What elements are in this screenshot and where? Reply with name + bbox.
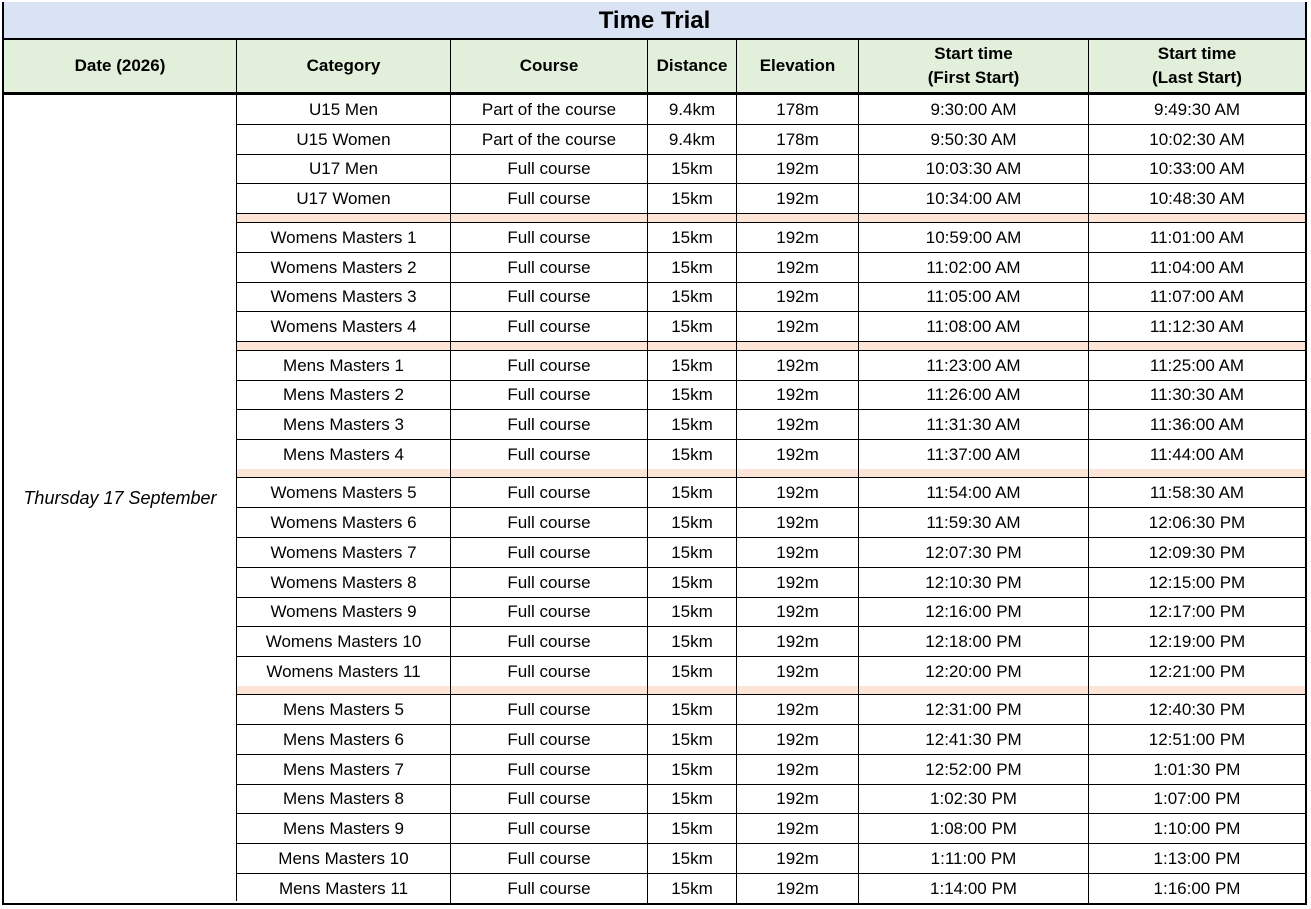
table-row <box>237 538 1305 568</box>
cell-elevation: 192m <box>737 440 859 470</box>
cell-category: Womens Masters 8 <box>237 568 451 598</box>
table-row <box>237 725 1305 755</box>
separator-divider <box>450 214 451 222</box>
separator-divider <box>1088 686 1089 694</box>
table-title: Time Trial <box>4 2 1305 40</box>
separator-divider <box>1088 469 1089 477</box>
header-last-start-line2: (Last Start) <box>1152 68 1242 87</box>
header-elevation <box>737 40 859 95</box>
cell-elevation: 192m <box>737 223 859 253</box>
table-row <box>237 380 1305 410</box>
header-date <box>4 40 237 95</box>
cell-elevation: 192m <box>737 154 859 184</box>
cell-last-start: 1:10:00 PM <box>1089 814 1305 844</box>
table-row <box>237 253 1305 283</box>
cell-course: Full course <box>451 844 648 874</box>
cell-last-start: 11:30:30 AM <box>1089 380 1305 410</box>
cell-elevation: 192m <box>737 351 859 381</box>
cell-first-start: 11:31:30 AM <box>859 410 1089 440</box>
cell-category: Womens Masters 3 <box>237 282 451 312</box>
table-row <box>237 784 1305 814</box>
cell-distance: 15km <box>648 312 737 342</box>
cell-category: Womens Masters 5 <box>237 478 451 508</box>
cell-category: Womens Masters 2 <box>237 253 451 283</box>
cell-last-start: 10:48:30 AM <box>1089 184 1305 214</box>
cell-course: Full course <box>451 814 648 844</box>
cell-category: Womens Masters 1 <box>237 223 451 253</box>
cell-distance: 15km <box>648 154 737 184</box>
separator-divider <box>736 686 737 694</box>
cell-last-start: 1:13:00 PM <box>1089 844 1305 874</box>
cell-first-start: 12:07:30 PM <box>859 538 1089 568</box>
cell-distance: 15km <box>648 282 737 312</box>
cell-elevation: 192m <box>737 184 859 214</box>
cell-distance: 15km <box>648 223 737 253</box>
cell-category: U15 Men <box>237 95 451 125</box>
cell-elevation: 192m <box>737 874 859 904</box>
cell-last-start: 11:58:30 AM <box>1089 478 1305 508</box>
cell-category: Mens Masters 9 <box>237 814 451 844</box>
cell-first-start: 11:59:30 AM <box>859 508 1089 538</box>
cell-category: Womens Masters 9 <box>237 597 451 627</box>
cell-last-start: 12:51:00 PM <box>1089 725 1305 755</box>
cell-first-start: 11:54:00 AM <box>859 478 1089 508</box>
cell-category: Mens Masters 6 <box>237 725 451 755</box>
header-first-start-line1: Start time <box>934 44 1013 63</box>
cell-distance: 15km <box>648 725 737 755</box>
separator-divider <box>647 469 648 477</box>
cell-category: Mens Masters 2 <box>237 380 451 410</box>
cell-last-start: 9:49:30 AM <box>1089 95 1305 125</box>
cell-category: Womens Masters 4 <box>237 312 451 342</box>
table-row <box>237 478 1305 508</box>
cell-elevation: 192m <box>737 478 859 508</box>
cell-elevation: 192m <box>737 657 859 687</box>
cell-last-start: 12:40:30 PM <box>1089 695 1305 725</box>
header-category <box>237 40 451 95</box>
cell-first-start: 12:16:00 PM <box>859 597 1089 627</box>
cell-elevation: 192m <box>737 784 859 814</box>
cell-elevation: 192m <box>737 312 859 342</box>
cell-course: Full course <box>451 380 648 410</box>
cell-first-start: 9:50:30 AM <box>859 125 1089 155</box>
cell-elevation: 192m <box>737 538 859 568</box>
cell-distance: 15km <box>648 814 737 844</box>
cell-last-start: 10:33:00 AM <box>1089 154 1305 184</box>
cell-elevation: 178m <box>737 125 859 155</box>
separator-divider <box>1088 342 1089 350</box>
cell-elevation: 192m <box>737 282 859 312</box>
cell-distance: 15km <box>648 351 737 381</box>
cell-category: U17 Men <box>237 154 451 184</box>
date-label: Thursday 17 September <box>23 487 217 508</box>
cell-course: Full course <box>451 657 648 687</box>
cell-category: Mens Masters 4 <box>237 440 451 470</box>
cell-last-start: 12:17:00 PM <box>1089 597 1305 627</box>
cell-course: Full course <box>451 508 648 538</box>
separator-divider <box>647 342 648 350</box>
header-first-start-line2: (First Start) <box>927 68 1020 87</box>
separator-divider <box>736 469 737 477</box>
cell-elevation: 192m <box>737 253 859 283</box>
cell-elevation: 192m <box>737 627 859 657</box>
cell-first-start: 11:05:00 AM <box>859 282 1089 312</box>
cell-course: Full course <box>451 568 648 598</box>
separator-divider <box>647 686 648 694</box>
cell-category: Mens Masters 11 <box>237 874 451 904</box>
table-row <box>237 627 1305 657</box>
table-row <box>237 695 1305 725</box>
cell-last-start: 1:07:00 PM <box>1089 784 1305 814</box>
cell-category: U15 Women <box>237 125 451 155</box>
cell-last-start: 11:12:30 AM <box>1089 312 1305 342</box>
cell-category: Mens Masters 5 <box>237 695 451 725</box>
cell-elevation: 192m <box>737 380 859 410</box>
separator-divider <box>736 342 737 350</box>
table-row <box>237 755 1305 785</box>
cell-category: Womens Masters 7 <box>237 538 451 568</box>
cell-distance: 15km <box>648 755 737 785</box>
group-separator <box>237 214 1305 223</box>
cell-course: Full course <box>451 410 648 440</box>
cell-last-start: 11:07:00 AM <box>1089 282 1305 312</box>
cell-elevation: 192m <box>737 597 859 627</box>
cell-course: Full course <box>451 538 648 568</box>
cell-last-start: 12:19:00 PM <box>1089 627 1305 657</box>
cell-distance: 15km <box>648 538 737 568</box>
cell-category: Mens Masters 7 <box>237 755 451 785</box>
cell-last-start: 11:01:00 AM <box>1089 223 1305 253</box>
cell-distance: 15km <box>648 657 737 687</box>
cell-course: Full course <box>451 351 648 381</box>
cell-first-start: 9:30:00 AM <box>859 95 1089 125</box>
cell-category: Womens Masters 6 <box>237 508 451 538</box>
header-category-label: Category <box>306 56 381 75</box>
cell-first-start: 12:20:00 PM <box>859 657 1089 687</box>
cell-category: Womens Masters 11 <box>237 657 451 687</box>
table-row <box>237 568 1305 598</box>
cell-course: Full course <box>451 478 648 508</box>
cell-course: Full course <box>451 627 648 657</box>
cell-distance: 15km <box>648 184 737 214</box>
header-distance <box>648 40 737 95</box>
table-row <box>237 657 1305 687</box>
cell-first-start: 11:26:00 AM <box>859 380 1089 410</box>
date-cell <box>4 95 237 901</box>
cell-last-start: 12:06:30 PM <box>1089 508 1305 538</box>
cell-elevation: 192m <box>737 844 859 874</box>
cell-last-start: 10:02:30 AM <box>1089 125 1305 155</box>
cell-distance: 15km <box>648 568 737 598</box>
cell-first-start: 11:37:00 AM <box>859 440 1089 470</box>
cell-first-start: 12:41:30 PM <box>859 725 1089 755</box>
cell-first-start: 1:08:00 PM <box>859 814 1089 844</box>
cell-elevation: 178m <box>737 95 859 125</box>
cell-elevation: 192m <box>737 568 859 598</box>
table-row <box>237 282 1305 312</box>
cell-first-start: 11:23:00 AM <box>859 351 1089 381</box>
separator-divider <box>450 469 451 477</box>
table-row <box>237 844 1305 874</box>
cell-first-start: 10:34:00 AM <box>859 184 1089 214</box>
cell-last-start: 11:44:00 AM <box>1089 440 1305 470</box>
header-distance-label: Distance <box>656 56 728 75</box>
cell-elevation: 192m <box>737 410 859 440</box>
cell-elevation: 192m <box>737 695 859 725</box>
separator-divider <box>858 686 859 694</box>
table-row <box>237 597 1305 627</box>
cell-first-start: 10:03:30 AM <box>859 154 1089 184</box>
header-first-start <box>859 40 1089 95</box>
cell-first-start: 1:02:30 PM <box>859 784 1089 814</box>
cell-elevation: 192m <box>737 814 859 844</box>
cell-category: U17 Women <box>237 184 451 214</box>
cell-distance: 15km <box>648 478 737 508</box>
cell-distance: 15km <box>648 440 737 470</box>
cell-distance: 15km <box>648 627 737 657</box>
cell-distance: 15km <box>648 597 737 627</box>
group-separator <box>237 342 1305 351</box>
cell-last-start: 1:16:00 PM <box>1089 874 1305 904</box>
cell-course: Part of the course <box>451 95 648 125</box>
table-row <box>237 312 1305 342</box>
separator-divider <box>647 214 648 222</box>
table-row <box>237 154 1305 184</box>
cell-last-start: 12:15:00 PM <box>1089 568 1305 598</box>
cell-elevation: 192m <box>737 508 859 538</box>
cell-course: Full course <box>451 223 648 253</box>
header-last-start <box>1089 40 1305 95</box>
cell-course: Full course <box>451 597 648 627</box>
header-date-label: Date (2026) <box>74 56 166 75</box>
group-separator <box>237 469 1305 478</box>
header-course-label: Course <box>519 56 579 75</box>
cell-distance: 15km <box>648 844 737 874</box>
header-course <box>451 40 648 95</box>
cell-course: Full course <box>451 253 648 283</box>
table-row <box>237 440 1305 470</box>
cell-first-start: 12:52:00 PM <box>859 755 1089 785</box>
cell-category: Mens Masters 1 <box>237 351 451 381</box>
cell-course: Full course <box>451 874 648 904</box>
separator-divider <box>858 342 859 350</box>
cell-distance: 15km <box>648 508 737 538</box>
cell-first-start: 1:11:00 PM <box>859 844 1089 874</box>
cell-first-start: 11:02:00 AM <box>859 253 1089 283</box>
cell-distance: 15km <box>648 695 737 725</box>
separator-divider <box>450 686 451 694</box>
table-row <box>237 95 1305 125</box>
cell-first-start: 12:10:30 PM <box>859 568 1089 598</box>
table-row <box>237 125 1305 155</box>
cell-course: Full course <box>451 154 648 184</box>
cell-distance: 15km <box>648 253 737 283</box>
cell-course: Full course <box>451 725 648 755</box>
table-row <box>237 410 1305 440</box>
cell-distance: 9.4km <box>648 125 737 155</box>
cell-category: Womens Masters 10 <box>237 627 451 657</box>
cell-distance: 15km <box>648 784 737 814</box>
cell-course: Part of the course <box>451 125 648 155</box>
cell-course: Full course <box>451 440 648 470</box>
group-separator <box>237 686 1305 695</box>
cell-last-start: 12:09:30 PM <box>1089 538 1305 568</box>
header-last-start-line1: Start time <box>1157 44 1237 63</box>
cell-category: Mens Masters 3 <box>237 410 451 440</box>
cell-elevation: 192m <box>737 755 859 785</box>
cell-distance: 15km <box>648 874 737 904</box>
cell-first-start: 11:08:00 AM <box>859 312 1089 342</box>
cell-first-start: 10:59:00 AM <box>859 223 1089 253</box>
cell-elevation: 192m <box>737 725 859 755</box>
separator-divider <box>1088 214 1089 222</box>
cell-last-start: 12:21:00 PM <box>1089 657 1305 687</box>
separator-divider <box>858 214 859 222</box>
cell-first-start: 12:31:00 PM <box>859 695 1089 725</box>
table-row <box>237 508 1305 538</box>
table-row <box>237 874 1305 904</box>
cell-course: Full course <box>451 695 648 725</box>
cell-first-start: 1:14:00 PM <box>859 874 1089 904</box>
separator-divider <box>736 214 737 222</box>
time-trial-table <box>2 2 1307 905</box>
cell-course: Full course <box>451 184 648 214</box>
cell-category: Mens Masters 8 <box>237 784 451 814</box>
table-row <box>237 814 1305 844</box>
cell-category: Mens Masters 10 <box>237 844 451 874</box>
table-row <box>237 184 1305 214</box>
separator-divider <box>858 469 859 477</box>
cell-first-start: 12:18:00 PM <box>859 627 1089 657</box>
cell-last-start: 11:25:00 AM <box>1089 351 1305 381</box>
table-row <box>237 223 1305 253</box>
cell-course: Full course <box>451 282 648 312</box>
cell-last-start: 11:36:00 AM <box>1089 410 1305 440</box>
cell-last-start: 1:01:30 PM <box>1089 755 1305 785</box>
cell-distance: 15km <box>648 380 737 410</box>
cell-last-start: 11:04:00 AM <box>1089 253 1305 283</box>
cell-course: Full course <box>451 784 648 814</box>
header-elevation-label: Elevation <box>759 56 836 75</box>
cell-course: Full course <box>451 312 648 342</box>
cell-distance: 9.4km <box>648 95 737 125</box>
cell-distance: 15km <box>648 410 737 440</box>
separator-divider <box>450 342 451 350</box>
cell-course: Full course <box>451 755 648 785</box>
table-row <box>237 351 1305 381</box>
